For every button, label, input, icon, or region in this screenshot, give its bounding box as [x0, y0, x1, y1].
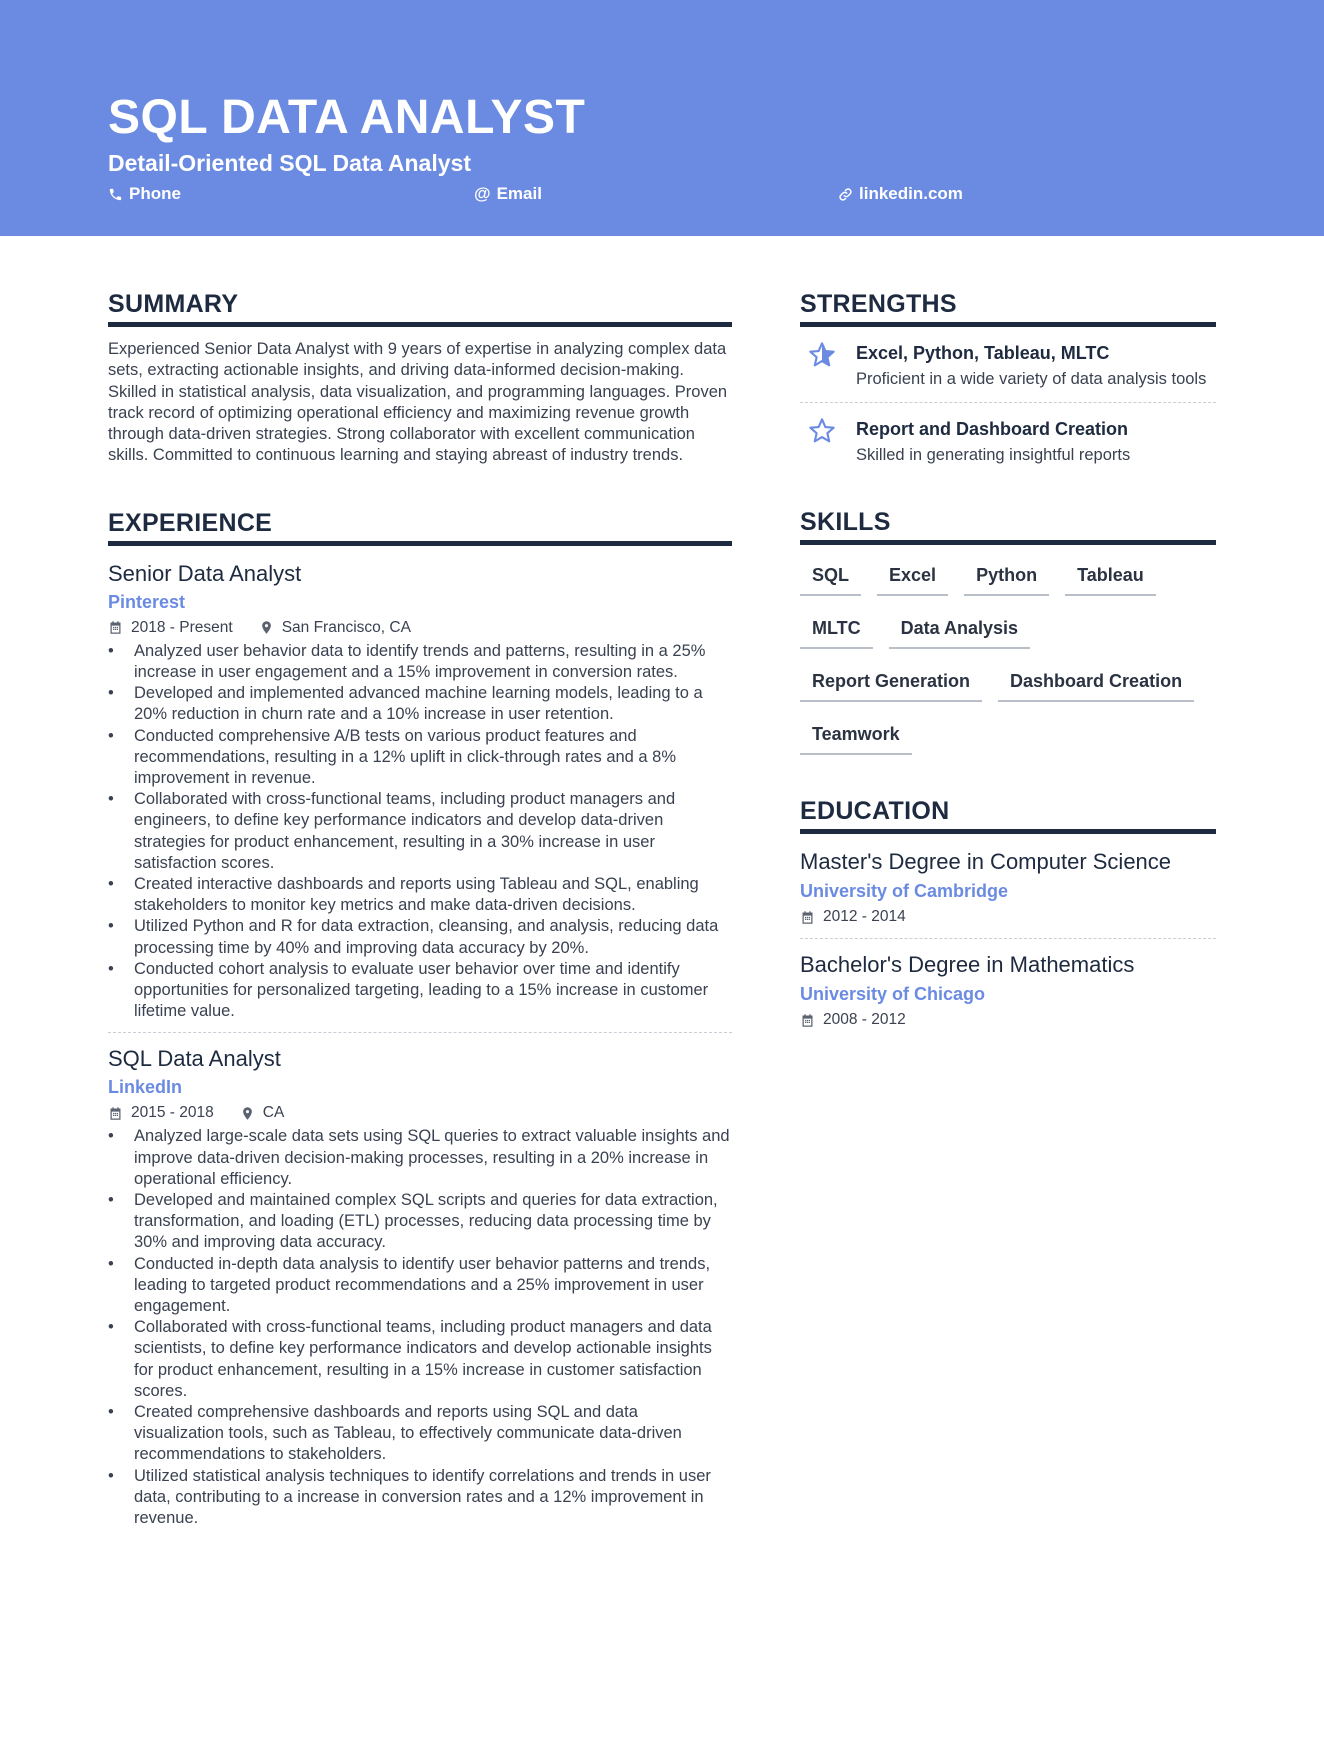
contact-email-label: Email [496, 184, 542, 203]
list-item: • Conducted comprehensive A/B tests on various product features and recommendations, resulting in a 12% uplift in click-through rates and a 8% improvement in revenue. [108, 726, 732, 790]
link-icon [838, 187, 853, 202]
contact-email[interactable] [474, 184, 542, 204]
contact-linkedin-label: linkedin.com [859, 184, 963, 203]
skill-tag: Python [964, 559, 1049, 596]
list-item: • Analyzed user behavior data to identify trends and patterns, resulting in a 25% increase in user engagement and a 15% improvement in conversion rates. [108, 641, 732, 683]
contact-linkedin[interactable] [838, 184, 963, 204]
list-item: • Collaborated with cross-functional teams, including product managers and engineers, to define key performance indicators and develop data-driven strategies for product enhancement, resulting in a 30% increase in user satisfaction scores. [108, 789, 732, 874]
job-meta [108, 1103, 732, 1123]
calendar-icon [800, 910, 815, 925]
calendar-icon [108, 1106, 123, 1121]
list-item: • Created interactive dashboards and reports using Tableau and SQL, enabling stakeholders to monitor key metrics and make data-driven decisions. [108, 874, 732, 916]
at-icon: @ [474, 184, 491, 203]
edu-school: University of Chicago [800, 984, 986, 1004]
left-column [108, 290, 732, 1529]
skill-tag: SQL [800, 559, 861, 596]
edu-degree: Master's Degree in Computer Science [800, 849, 1172, 874]
list-item: • Conducted cohort analysis to evaluate user behavior over time and identify opportunities for personalized targeting, leading to a 15% increase in customer lifetime value. [108, 959, 732, 1023]
list-item: • Conducted in-depth data analysis to identify user behavior patterns and trends, leading to targeted product recommendations and a 25% improvement in user engagement. [108, 1254, 732, 1318]
list-item: • Developed and maintained complex SQL scripts and queries for data extraction, transformation, and loading (ETL) processes, reducing data processing time by 30% and improving data accuracy. [108, 1190, 732, 1254]
job-role: SQL Data Analyst [108, 1046, 281, 1072]
skill-tag: Report Generation [800, 665, 982, 702]
skills-list [800, 559, 1216, 771]
edu-dates: 2012 - 2014 [823, 908, 906, 925]
edu-dates: 2008 - 2012 [823, 1011, 906, 1028]
job-company: LinkedIn [108, 1077, 183, 1098]
divider [800, 938, 1216, 939]
star-outline-icon [808, 417, 836, 445]
list-item: • Created comprehensive dashboards and reports using SQL and data visualization tools, such as Tableau, to effectively communicate data-driven recommendations to stakeholders. [108, 1402, 732, 1466]
strength-desc: Skilled in generating insightful reports [856, 446, 1131, 464]
education-entry [800, 951, 1216, 1029]
skill-tag: Data Analysis [889, 612, 1030, 649]
skill-tag: Dashboard Creation [998, 665, 1194, 702]
job-entry [108, 1045, 732, 1529]
job-meta [108, 618, 732, 638]
edu-school: University of Cambridge [800, 881, 1009, 901]
divider [108, 1032, 732, 1033]
job-dates: 2018 - Present [131, 618, 233, 636]
skill-tag: Tableau [1065, 559, 1156, 596]
job-location: CA [262, 1104, 285, 1122]
experience-heading: EXPERIENCE [108, 509, 732, 546]
job-role: Senior Data Analyst [108, 560, 302, 586]
strength-title: Excel, Python, Tableau, MLTC [856, 343, 1110, 363]
list-item: • Collaborated with cross-functional teams, including product managers and data scientists, to define key performance indicators and develop actionable insights for product enhancement, resulting in a 15% increase in customer satisfaction scores. [108, 1317, 732, 1402]
skill-tag: MLTC [800, 612, 873, 649]
header-banner [0, 0, 1324, 236]
summary-text: Experienced Senior Data Analyst with 9 years of expertise in analyzing complex data sets, extracting actionable insights, and driving data-informed decision-making. Skilled in statistical analysis, data visualization, and programming languages. Proven track record of optimizing operational efficiency and maximizing revenue growth through data-driven strategies. Strong collaborator with excellent communication skills. Committed to continuous learning and staying abreast of industry trends. [108, 340, 728, 465]
skill-tag: Teamwork [800, 718, 912, 755]
job-bullets [108, 641, 732, 1023]
job-bullets [108, 1126, 732, 1529]
strength-item [800, 403, 1216, 478]
skills-heading: SKILLS [800, 508, 1216, 545]
list-item: • Utilized statistical analysis techniques to identify correlations and trends in user data, contributing to a increase in conversion rates and a 12% improvement in revenue. [108, 1466, 732, 1530]
right-column [800, 290, 1216, 1029]
resume-subtitle: Detail-Oriented SQL Data Analyst [108, 150, 471, 176]
contact-phone-label: Phone [129, 184, 181, 203]
strengths-heading: STRENGTHS [800, 290, 1216, 327]
education-heading: EDUCATION [800, 797, 1216, 834]
calendar-icon [800, 1013, 815, 1028]
education-entry [800, 848, 1216, 926]
list-item: • Developed and implemented advanced machine learning models, leading to a 20% reduction in churn rate and a 10% increase in user retention. [108, 683, 732, 725]
job-dates: 2015 - 2018 [131, 1104, 214, 1122]
list-item: • Utilized Python and R for data extraction, cleansing, and analysis, reducing data processing time by 40% and improving data accuracy by 20%. [108, 916, 732, 958]
calendar-icon [108, 620, 123, 635]
location-pin-icon [259, 620, 274, 635]
contact-phone[interactable] [108, 184, 181, 204]
job-company: Pinterest [108, 591, 186, 612]
strength-desc: Proficient in a wide variety of data analysis tools [856, 370, 1207, 388]
resume-title: SQL DATA ANALYST [108, 91, 586, 144]
strength-item [800, 327, 1216, 402]
phone-icon [108, 187, 123, 202]
edu-degree: Bachelor's Degree in Mathematics [800, 952, 1135, 977]
list-item: • Analyzed large-scale data sets using SQL queries to extract valuable insights and improve data-driven decision-making processes, resulting in a 20% increase in operational efficiency. [108, 1126, 732, 1190]
skill-tag: Excel [877, 559, 948, 596]
strength-title: Report and Dashboard Creation [856, 419, 1129, 439]
summary-heading: SUMMARY [108, 290, 732, 327]
job-location: San Francisco, CA [281, 618, 411, 636]
star-filled-icon [808, 341, 836, 369]
location-pin-icon [240, 1106, 255, 1121]
job-entry [108, 560, 732, 1034]
